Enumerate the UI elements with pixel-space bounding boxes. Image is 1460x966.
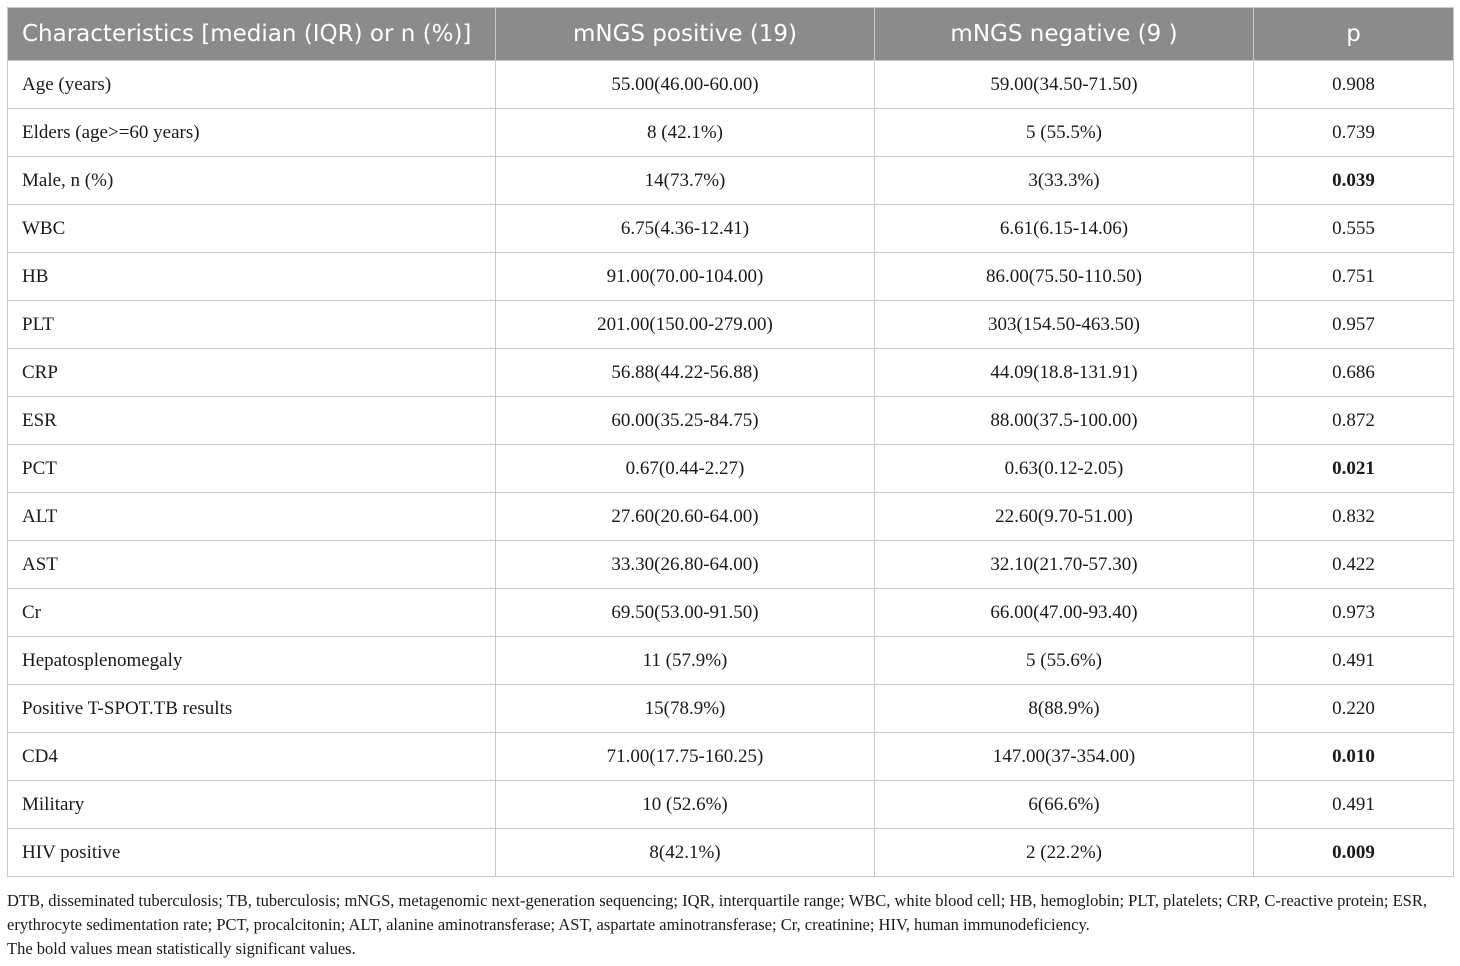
row-label: Military xyxy=(8,781,496,829)
header-row xyxy=(8,8,1454,61)
cell-p-value: 0.220 xyxy=(1254,685,1454,733)
cell-mngs-negative: 6.61(6.15-14.06) xyxy=(875,205,1254,253)
cell-mngs-negative: 22.60(9.70-51.00) xyxy=(875,493,1254,541)
row-label: Elders (age>=60 years) xyxy=(8,109,496,157)
row-label: PCT xyxy=(8,445,496,493)
row-label: HB xyxy=(8,253,496,301)
header-characteristics: Characteristics [median (IQR) or n (%)] xyxy=(8,8,496,61)
cell-p-value: 0.908 xyxy=(1254,61,1454,109)
row-label: ALT xyxy=(8,493,496,541)
table-row xyxy=(8,829,1454,877)
cell-p-value: 0.739 xyxy=(1254,109,1454,157)
table-row xyxy=(8,397,1454,445)
cell-mngs-positive: 6.75(4.36-12.41) xyxy=(496,205,875,253)
row-label: Hepatosplenomegaly xyxy=(8,637,496,685)
table-row xyxy=(8,541,1454,589)
row-label: Age (years) xyxy=(8,61,496,109)
cell-mngs-positive: 69.50(53.00-91.50) xyxy=(496,589,875,637)
table-row xyxy=(8,61,1454,109)
cell-mngs-positive: 27.60(20.60-64.00) xyxy=(496,493,875,541)
cell-mngs-negative: 5 (55.5%) xyxy=(875,109,1254,157)
row-label: PLT xyxy=(8,301,496,349)
table-row xyxy=(8,493,1454,541)
table-row xyxy=(8,205,1454,253)
cell-p-value: 0.751 xyxy=(1254,253,1454,301)
cell-p-value: 0.010 xyxy=(1254,733,1454,781)
cell-mngs-negative: 86.00(75.50-110.50) xyxy=(875,253,1254,301)
table-footnote xyxy=(7,889,1453,961)
cell-mngs-negative: 147.00(37-354.00) xyxy=(875,733,1254,781)
cell-mngs-positive: 55.00(46.00-60.00) xyxy=(496,61,875,109)
cell-p-value: 0.957 xyxy=(1254,301,1454,349)
cell-p-value: 0.555 xyxy=(1254,205,1454,253)
cell-p-value: 0.009 xyxy=(1254,829,1454,877)
row-label: Male, n (%) xyxy=(8,157,496,205)
characteristics-table xyxy=(7,7,1454,877)
cell-mngs-negative: 5 (55.6%) xyxy=(875,637,1254,685)
cell-p-value: 0.973 xyxy=(1254,589,1454,637)
cell-mngs-positive: 0.67(0.44-2.27) xyxy=(496,445,875,493)
cell-mngs-positive: 14(73.7%) xyxy=(496,157,875,205)
table-body xyxy=(8,61,1454,877)
cell-p-value: 0.686 xyxy=(1254,349,1454,397)
cell-mngs-positive: 71.00(17.75-160.25) xyxy=(496,733,875,781)
cell-mngs-negative: 3(33.3%) xyxy=(875,157,1254,205)
table-row xyxy=(8,253,1454,301)
row-label: HIV positive xyxy=(8,829,496,877)
cell-mngs-negative: 59.00(34.50-71.50) xyxy=(875,61,1254,109)
row-label: CRP xyxy=(8,349,496,397)
cell-mngs-positive: 91.00(70.00-104.00) xyxy=(496,253,875,301)
cell-p-value: 0.832 xyxy=(1254,493,1454,541)
cell-mngs-positive: 15(78.9%) xyxy=(496,685,875,733)
cell-mngs-positive: 11 (57.9%) xyxy=(496,637,875,685)
row-label: ESR xyxy=(8,397,496,445)
table-row xyxy=(8,637,1454,685)
table-row xyxy=(8,781,1454,829)
cell-mngs-positive: 60.00(35.25-84.75) xyxy=(496,397,875,445)
cell-p-value: 0.021 xyxy=(1254,445,1454,493)
cell-mngs-positive: 8(42.1%) xyxy=(496,829,875,877)
row-label: Positive T-SPOT.TB results xyxy=(8,685,496,733)
cell-p-value: 0.872 xyxy=(1254,397,1454,445)
table-row xyxy=(8,157,1454,205)
cell-mngs-negative: 66.00(47.00-93.40) xyxy=(875,589,1254,637)
cell-mngs-negative: 6(66.6%) xyxy=(875,781,1254,829)
table-row xyxy=(8,733,1454,781)
table-header xyxy=(8,8,1454,61)
header-p-value: p xyxy=(1254,8,1454,61)
table-row xyxy=(8,445,1454,493)
header-mngs-positive: mNGS positive (19) xyxy=(496,8,875,61)
cell-mngs-negative: 0.63(0.12-2.05) xyxy=(875,445,1254,493)
footnote-note: The bold values mean statistically significant values. xyxy=(7,939,356,958)
header-mngs-negative: mNGS negative (9 ) xyxy=(875,8,1254,61)
cell-mngs-negative: 2 (22.2%) xyxy=(875,829,1254,877)
table-row xyxy=(8,301,1454,349)
cell-mngs-positive: 56.88(44.22-56.88) xyxy=(496,349,875,397)
cell-p-value: 0.491 xyxy=(1254,637,1454,685)
table-row xyxy=(8,349,1454,397)
cell-mngs-negative: 88.00(37.5-100.00) xyxy=(875,397,1254,445)
row-label: WBC xyxy=(8,205,496,253)
cell-mngs-negative: 303(154.50-463.50) xyxy=(875,301,1254,349)
table-container xyxy=(7,7,1453,961)
cell-mngs-positive: 10 (52.6%) xyxy=(496,781,875,829)
row-label: Cr xyxy=(8,589,496,637)
footnote-abbreviations: DTB, disseminated tuberculosis; TB, tuberculosis; mNGS, metagenomic next-generation sequencing; IQR, interquartile range; WBC, white blood cell; HB, hemoglobin; PLT, platelets; CRP, C-reactive protein; ESR, erythrocyte sedimentation rate; PCT, procalcitonin; ALT, alanine aminotransferase; AST, aspartate aminotransferase; Cr, creatinine; HIV, human immunodeficiency. xyxy=(7,891,1427,934)
cell-mngs-positive: 8 (42.1%) xyxy=(496,109,875,157)
table-row xyxy=(8,109,1454,157)
row-label: AST xyxy=(8,541,496,589)
cell-mngs-negative: 8(88.9%) xyxy=(875,685,1254,733)
row-label: CD4 xyxy=(8,733,496,781)
table-row xyxy=(8,685,1454,733)
cell-mngs-positive: 33.30(26.80-64.00) xyxy=(496,541,875,589)
cell-p-value: 0.039 xyxy=(1254,157,1454,205)
table-row xyxy=(8,589,1454,637)
cell-p-value: 0.491 xyxy=(1254,781,1454,829)
cell-mngs-negative: 32.10(21.70-57.30) xyxy=(875,541,1254,589)
cell-mngs-positive: 201.00(150.00-279.00) xyxy=(496,301,875,349)
cell-mngs-negative: 44.09(18.8-131.91) xyxy=(875,349,1254,397)
cell-p-value: 0.422 xyxy=(1254,541,1454,589)
